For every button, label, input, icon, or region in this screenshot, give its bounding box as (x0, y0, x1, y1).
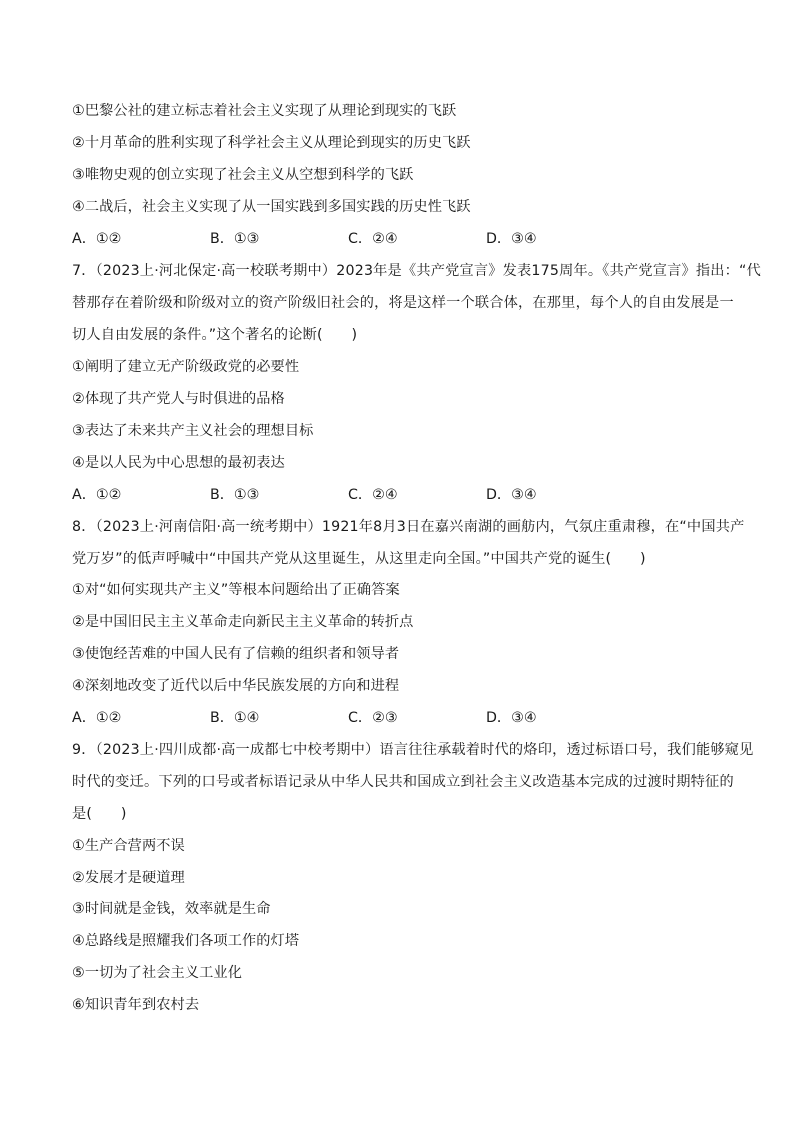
q8-option-a: A．①② (72, 710, 122, 726)
q7-statement-2: ②体现了共产党人与时俱进的品格 (72, 391, 285, 407)
q8-statement-1: ①对“如何实现共产主义”等根本问题给出了正确答案 (72, 582, 400, 598)
q8-statement-2: ②是中国旧民主主义革命走向新民主主义革命的转折点 (72, 614, 414, 630)
q9-statement-2: ②发展才是硬道理 (72, 870, 185, 886)
q8-stem-line-2: 党万岁”的低声呼喊中“中国共产党从这里诞生，从这里走向全国。”中国共产党的诞生( ) (72, 551, 646, 567)
q6-statement-2: ②十月革命的胜利实现了科学社会主义从理论到现实的历史飞跃 (72, 135, 471, 151)
q7-option-d: D．③④ (486, 487, 537, 503)
q9-stem-line-1: 9．（2023上·四川成都·高一成都七中校考期中）语言往往承载着时代的烙印，透过标语口号，我们能够窥见 (72, 742, 754, 758)
q8-option-b: B．①④ (210, 710, 260, 726)
q6-statement-4: ④二战后，社会主义实现了从一国实践到多国实践的历史性飞跃 (72, 199, 471, 215)
q7-option-b: B．①③ (210, 487, 260, 503)
q7-statement-1: ①阐明了建立无产阶级政党的必要性 (72, 359, 300, 375)
q8-statement-3: ③使饱经苦难的中国人民有了信赖的组织者和领导者 (72, 646, 400, 662)
q9-statement-6: ⑥知识青年到农村去 (72, 997, 200, 1013)
q8-option-d: D．③④ (486, 710, 537, 726)
q6-option-c: C．②④ (348, 231, 398, 247)
q9-stem-line-3: 是( ) (72, 806, 127, 822)
q7-statement-4: ④是以人民为中心思想的最初表达 (72, 455, 285, 471)
q8-option-c: C．②③ (348, 710, 398, 726)
q7-option-c: C．②④ (348, 487, 398, 503)
q7-stem-line-2: 替那存在着阶级和阶级对立的资产阶级旧社会的，将是这样一个联合体，在那里，每个人的自由发展是一 (72, 295, 734, 311)
q6-statement-3: ③唯物史观的创立实现了社会主义从空想到科学的飞跃 (72, 167, 414, 183)
q9-statement-4: ④总路线是照耀我们各项工作的灯塔 (72, 933, 300, 949)
q7-stem-line-3: 切人自由发展的条件。”这个著名的论断( ) (72, 327, 358, 343)
q9-stem-line-2: 时代的变迁。下列的口号或者标语记录从中华人民共和国成立到社会主义改造基本完成的过渡时期特征的 (72, 774, 734, 790)
q7-statement-3: ③表达了未来共产主义社会的理想目标 (72, 423, 314, 439)
q6-statement-1: ①巴黎公社的建立标志着社会主义实现了从理论到现实的飞跃 (72, 103, 457, 119)
q7-option-a: A．①② (72, 487, 122, 503)
q6-option-b: B．①③ (210, 231, 260, 247)
q6-option-d: D．③④ (486, 231, 537, 247)
q8-stem-line-1: 8．（2023上·河南信阳·高一统考期中）1921年8月3日在嘉兴南湖的画舫内，气氛庄重肃穆，在“中国共产 (72, 519, 745, 535)
q9-statement-5: ⑤一切为了社会主义工业化 (72, 965, 242, 981)
q6-option-a: A．①② (72, 231, 122, 247)
q9-statement-1: ①生产合营两不误 (72, 838, 185, 854)
q7-stem-line-1: 7．（2023上·河北保定·高一校联考期中）2023年是《共产党宣言》发表175周年。《共产党宣言》指出：“代 (72, 263, 761, 279)
q8-statement-4: ④深刻地改变了近代以后中华民族发展的方向和进程 (72, 678, 400, 694)
q9-statement-3: ③时间就是金钱，效率就是生命 (72, 901, 271, 917)
